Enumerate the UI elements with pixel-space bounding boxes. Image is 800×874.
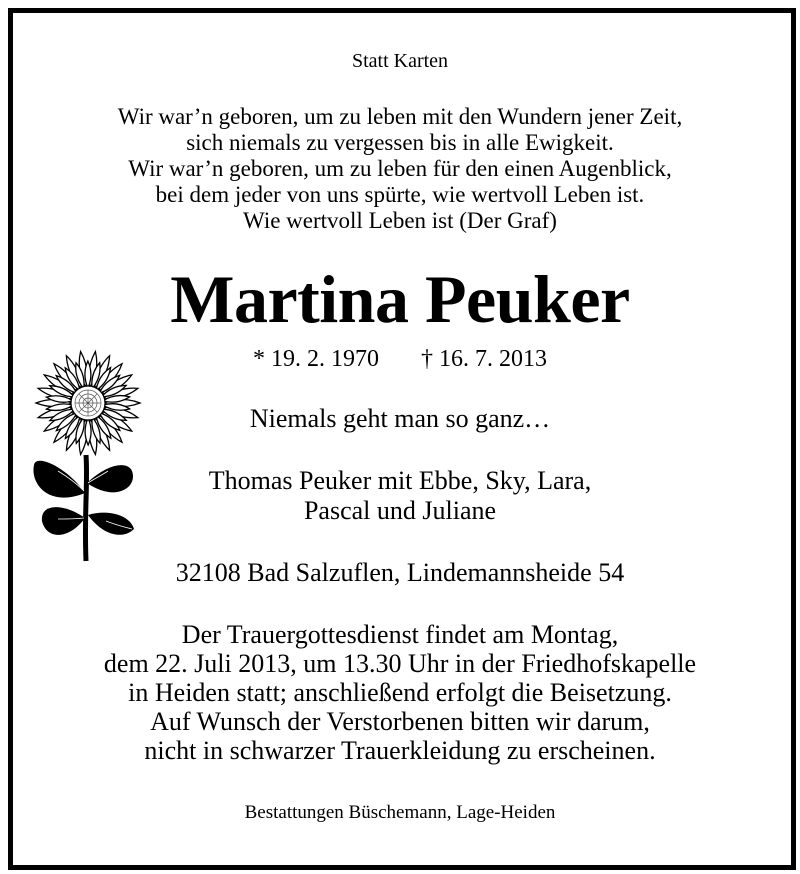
poem-line-1: Wir war’n geboren, um zu leben mit den Wundern jener Zeit, [117, 104, 683, 129]
poem-line-2: sich niemals zu vergessen bis in alle Ewigkeit. [186, 130, 614, 155]
sunflower-icon [28, 343, 146, 563]
sunflower-petal [85, 361, 91, 388]
service-line-2: dem 22. Juli 2013, um 13.30 Uhr in der Friedhofskapelle [103, 649, 697, 678]
sunflower-seed-pattern [75, 390, 101, 416]
poem-line-5: Wie wertvoll Leben ist (Der Graf) [243, 208, 557, 233]
sunflower-stem [85, 455, 86, 561]
family-line-1: Thomas Peuker mit Ebbe, Sky, Lara, [208, 466, 592, 495]
sunflower-leaf-left [33, 461, 85, 498]
birth-date: * 19. 2. 1970 [253, 346, 379, 372]
footer-text: Bestattungen Büschemann, Lage-Heiden [244, 802, 556, 823]
motto-text: Niemals geht man so ganz… [249, 404, 551, 433]
poem-line-4: bei dem jeder von uns spürte, wie wertvoll Leben ist. [155, 182, 645, 207]
deceased-name: Martina Peuker [170, 261, 630, 337]
sunflower-leaf-lower-right [88, 513, 134, 535]
sunflower-leaf-lower-left [42, 507, 85, 535]
death-date: † 16. 7. 2013 [421, 346, 547, 372]
service-line-5: nicht in schwarzer Trauerkleidung zu erscheinen. [144, 736, 656, 765]
service-line-1: Der Trauergottesdienst findet am Montag, [181, 620, 619, 649]
header-text: Statt Karten [351, 50, 449, 72]
poem-line-3: Wir war’n geboren, um zu leben für den einen Augenblick, [128, 156, 672, 181]
sunflower-petal [85, 418, 91, 445]
address-text: 32108 Bad Salzuflen, Lindemannsheide 54 [175, 558, 625, 587]
service-line-4: Auf Wunsch der Verstorbenen bitten wir darum, [150, 707, 650, 736]
service-line-3: in Heiden statt; anschließend erfolgt die Beisetzung. [128, 678, 672, 707]
sunflower-leaf-right [87, 465, 133, 492]
family-line-2: Pascal und Juliane [303, 496, 497, 525]
